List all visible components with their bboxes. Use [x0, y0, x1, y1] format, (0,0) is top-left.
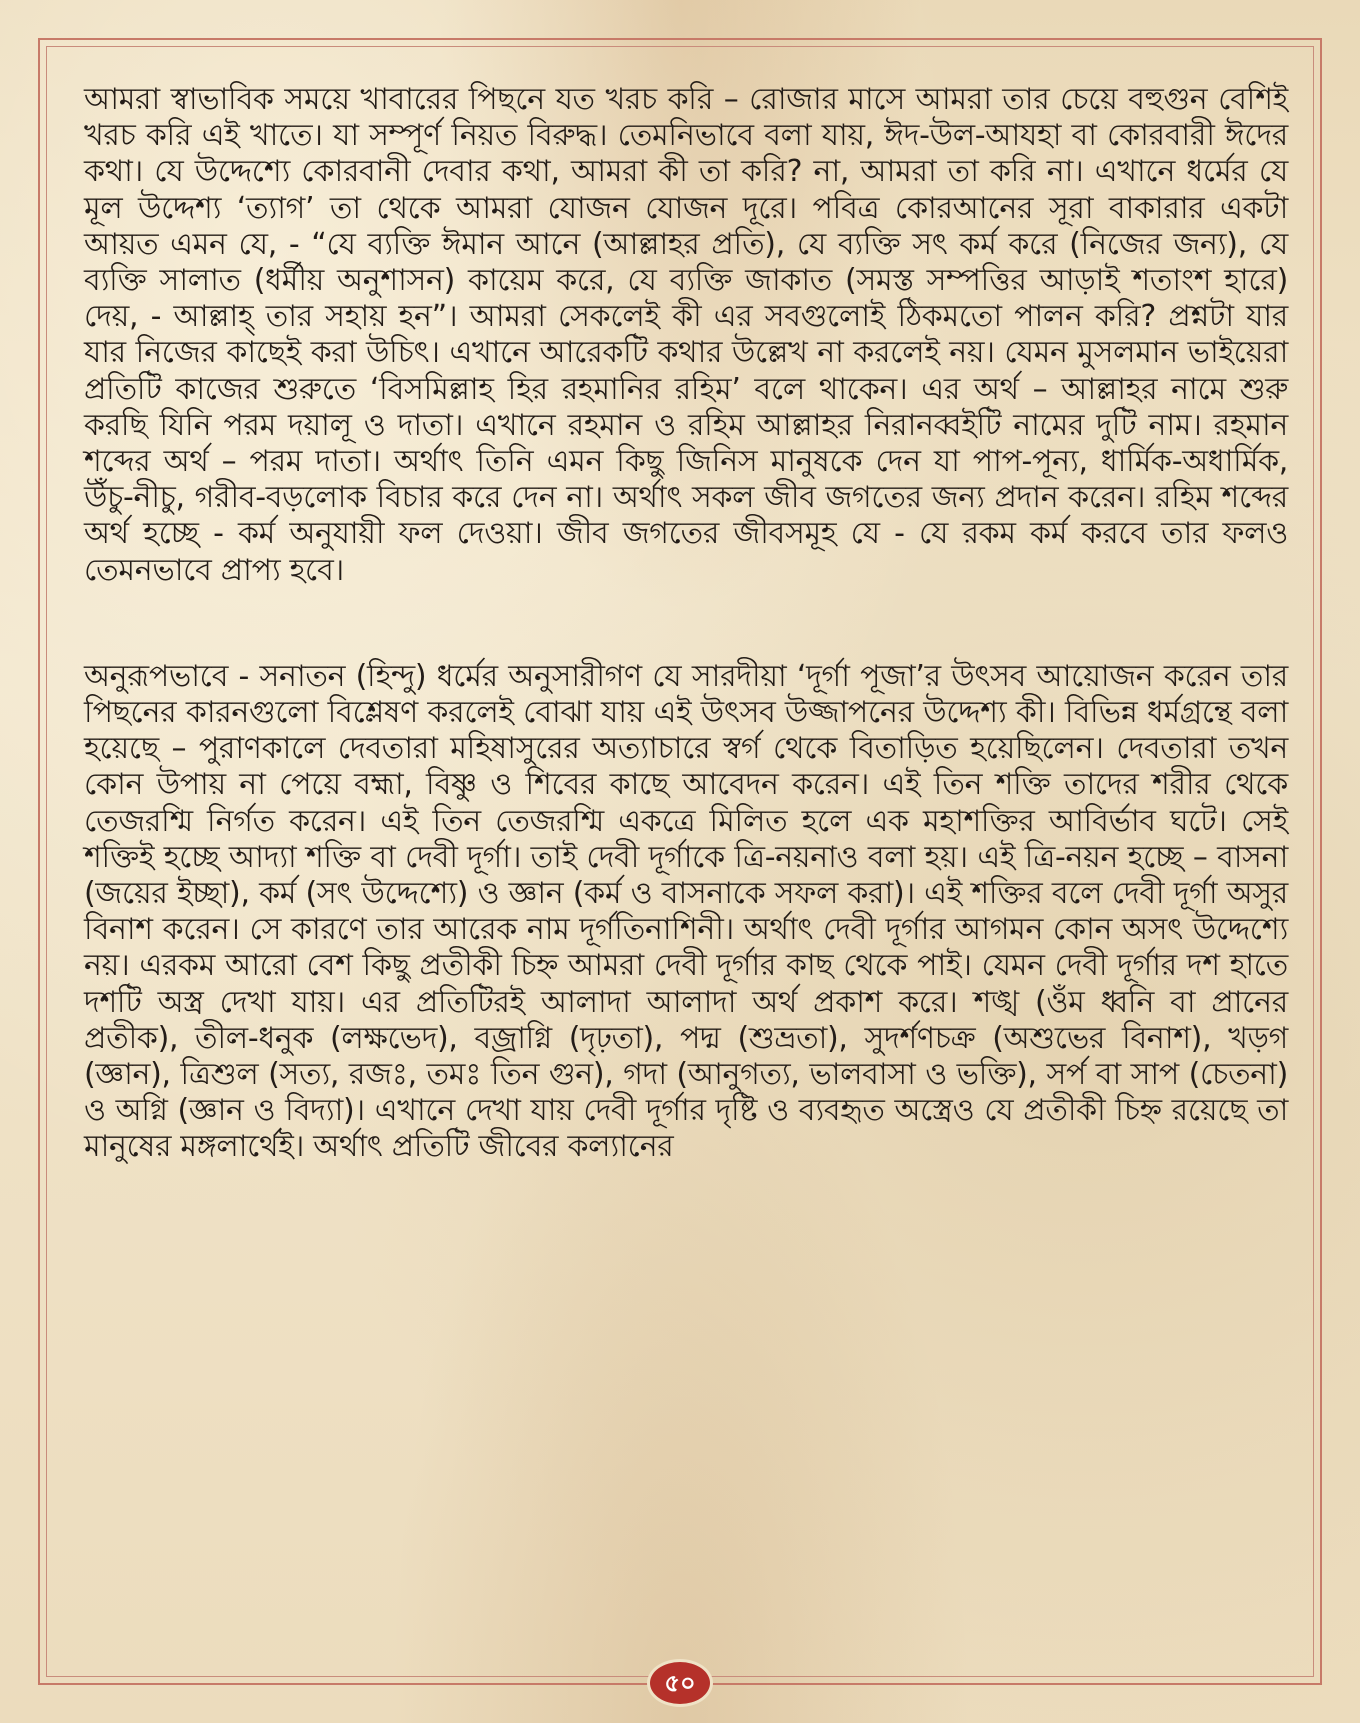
paragraph-1: আমরা স্বাভাবিক সময়ে খাবারের পিছনে যত খরচ করি – রোজার মাসে আমরা তার চেয়ে বহুগুন বেশিই খরচ করি এই খাতে। যা সম্পূর্ণ নিয়ত বিরুদ্ধ। তেমনিভাবে বলা যায়, ঈদ-উল-আযহা বা কোরবারী ঈদের কথা। যে উদ্দেশ্যে কোরবানী দেবার কথা, আমরা কী তা করি? না, আমরা তা করি না। এখানে ধর্মের যে মূল উদ্দেশ্য ‘ত্যাগ’ তা থেকে আমরা যোজন যোজন দূরে। পবিত্র কোরআনের সূরা বাকারার একটা আয়ত এমন যে, - “যে ব্যক্তি ঈমান আনে (আল্লাহর প্রতি), যে ব্যক্তি সৎ কর্ম করে (নিজের জন্য), যে ব্যক্তি সালাত (ধর্মীয় অনুশাসন) কায়েম করে, যে ব্যক্তি জাকাত (সমস্ত সম্পত্তির আড়াই শতাংশ হারে) দেয়, - আল্লাহ্‌ তার সহায় হন”। আমরা সেকলেই কী এর সবগুলোই ঠিকমতো পালন করি? প্রশ্নটা যার যার নিজের কাছেই করা উচিৎ। এখানে আরেকটি কথার উল্লেখ না করলেই নয়। যেমন মুসলমান ভাইয়েরা প্রতিটি কাজের শুরুতে ‘বিসমিল্লাহ হির রহমানির রহিম’ বলে থাকেন। এর অর্থ – আল্লাহর নামে শুরু করছি যিনি পরম দয়ালূ ও দাতা। এখানে রহমান ও রহিম আল্লাহর নিরানব্বইটি নামের দুটি নাম। রহমান শব্দের অর্থ – পরম দাতা। অর্থাৎ তিনি এমন কিছু জিনিস মানুষকে দেন যা পাপ-পূন্য, ধার্মিক-অধার্মিক, উঁচু-নীচু, গরীব-বড়লোক বিচার করে দেন না। অর্থাৎ সকল জীব জগতের জন্য প্রদান করেন। রহিম শব্দের অর্থ হচ্ছে - কর্ম অনুযায়ী ফল দেওয়া। জীব জগতের জীবসমূহ যে - যে রকম কর্ম করবে তার ফলও তেমনভাবে প্রাপ্য হবে।	[84, 82, 1288, 588]
page-number-badge: ৫০	[650, 1662, 710, 1704]
paragraph-2: অনুরূপভাবে - সনাতন (হিন্দু) ধর্মের অনুসারীগণ যে সারদীয়া ‘দূর্গা পূজা’র উৎসব আয়োজন করেন তার পিছনের কারনগুলো বিশ্লেষণ করলেই বোঝা যায় এই উৎসব উজ্জাপনের উদ্দেশ্য কী। বিভিন্ন ধর্মগ্রন্থে বলা হয়েছে – পুরাণকালে দেবতারা মহিষাসুরের অত্যাচারে স্বর্গ থেকে বিতাড়িত হয়েছিলেন। দেবতারা তখন কোন উপায় না পেয়ে বহ্মা, বিষ্ণু ও শিবের কাছে আবেদন করেন। এই তিন শক্তি তাদের শরীর থেকে তেজরশ্মি নির্গত করেন। এই তিন তেজরশ্মি একত্রে মিলিত হলে এক মহাশক্তির আবির্ভাব ঘটে। সেই শক্তিই হচ্ছে আদ্যা শক্তি বা দেবী দূর্গা। তাই দেবী দূর্গাকে ত্রি-নয়নাও বলা হয়। এই ত্রি-নয়ন হচ্ছে – বাসনা (জয়ের ইচ্ছা), কর্ম (সৎ উদ্দেশ্যে) ও জ্ঞান (কর্ম ও বাসনাকে সফল করা)। এই শক্তির বলে দেবী দূর্গা অসুর বিনাশ করেন। সে কারণে তার আরেক নাম দূর্গতিনাশিনী। অর্থাৎ দেবী দূর্গার আগমন কোন অসৎ উদ্দেশ্যে নয়। এরকম আরো বেশ কিছু প্রতীকী চিহ্ন আমরা দেবী দূর্গার কাছ থেকে পাই। যেমন দেবী দূর্গার দশ হাতে দশটি অস্ত্র দেখা যায়। এর প্রতিটিরই আলাদা আলাদা অর্থ প্রকাশ করে। শঙ্খ (ওঁম ধ্বনি বা প্রানের প্রতীক), তীল-ধনুক (লক্ষভেদ), বজ্রাগ্নি (দৃঢ়তা), পদ্ম (শুভ্রতা), সুদর্শণচক্র (অশুভের বিনাশ), খড়গ (জ্ঞান), ত্রিশুল (সত্য, রজঃ, তমঃ তিন গুন), গদা (আনুগত্য, ভালবাসা ও ভক্তি), সর্প বা সাপ (চেতনা) ও অগ্নি (জ্ঞান ও বিদ্যা)। এখানে দেখা যায় দেবী দূর্গার দৃষ্টি ও ব্যবহৃত অস্ত্রেও যে প্রতীকী চিহ্ন রয়েছে তা মানুষের মঙ্গলার্থেই। অর্থাৎ প্রতিটি জীবের কল্যানের	[84, 658, 1288, 1165]
page-body	[84, 82, 1288, 1166]
